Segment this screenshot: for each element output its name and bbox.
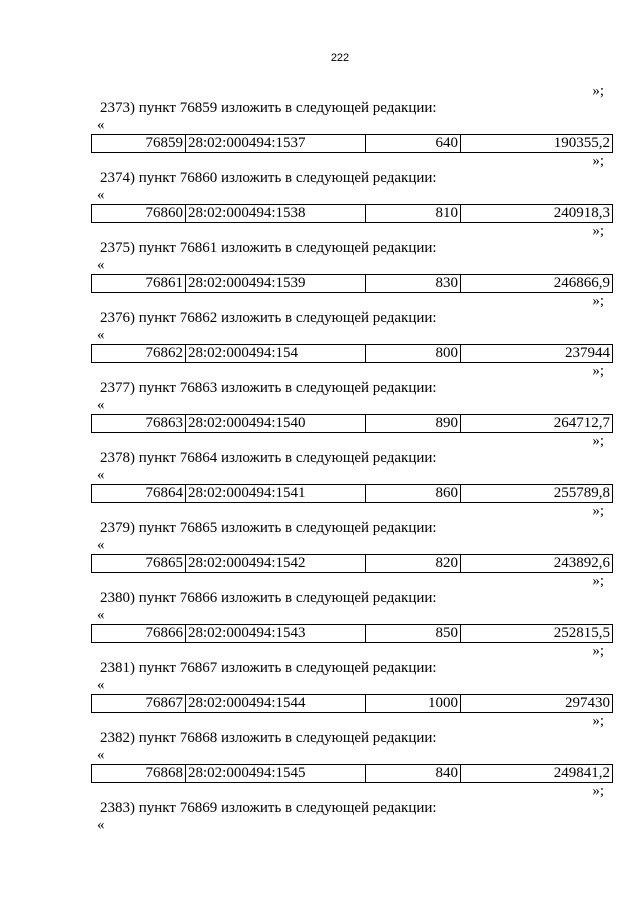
table-row: [92, 765, 613, 783]
value-cell: 190355,2: [461, 135, 613, 153]
amendment-instruction: 2383) пункт 76869 изложить в следующей редакции:: [100, 800, 437, 816]
closing-quote: »;: [592, 573, 604, 589]
area-cell: 640: [366, 135, 461, 153]
value-cell: 240918,3: [461, 205, 613, 223]
value-cell: 237944: [461, 345, 613, 363]
amendment-instruction: 2374) пункт 76860 изложить в следующей редакции:: [100, 170, 437, 186]
table-row: [92, 135, 613, 153]
entry-table: [91, 484, 613, 503]
value-cell: 243892,6: [461, 555, 613, 573]
amendment-instruction: 2382) пункт 76868 изложить в следующей редакции:: [100, 730, 437, 746]
entry-table: [91, 554, 613, 573]
value-cell: 264712,7: [461, 415, 613, 433]
area-cell: 890: [366, 415, 461, 433]
closing-quote: »;: [592, 223, 604, 239]
value-cell: 297430: [461, 695, 613, 713]
opening-quote: «: [97, 397, 105, 413]
cadastral-number-cell: 28:02:000494:1545: [186, 765, 366, 783]
amendment-instruction: 2377) пункт 76863 изложить в следующей редакции:: [100, 380, 437, 396]
entry-table: [91, 274, 613, 293]
opening-quote: «: [97, 257, 105, 273]
item-number-cell: 76860: [92, 205, 186, 223]
amendment-instruction: 2373) пункт 76859 изложить в следующей редакции:: [100, 100, 437, 116]
value-cell: 246866,9: [461, 275, 613, 293]
amendment-instruction: 2381) пункт 76867 изложить в следующей редакции:: [100, 660, 437, 676]
area-cell: 820: [366, 555, 461, 573]
area-cell: 800: [366, 345, 461, 363]
amendment-instruction: 2380) пункт 76866 изложить в следующей редакции:: [100, 590, 437, 606]
item-number-cell: 76861: [92, 275, 186, 293]
table-row: [92, 555, 613, 573]
item-number-cell: 76859: [92, 135, 186, 153]
opening-quote: «: [97, 327, 105, 343]
cadastral-number-cell: 28:02:000494:1539: [186, 275, 366, 293]
item-number-cell: 76863: [92, 415, 186, 433]
closing-quote: »;: [592, 433, 604, 449]
cadastral-number-cell: 28:02:000494:1537: [186, 135, 366, 153]
table-row: [92, 625, 613, 643]
table-row: [92, 345, 613, 363]
cadastral-number-cell: 28:02:000494:1543: [186, 625, 366, 643]
item-number-cell: 76862: [92, 345, 186, 363]
opening-quote: «: [97, 117, 105, 133]
closing-quote: »;: [592, 293, 604, 309]
entry-table: [91, 134, 613, 153]
amendment-instruction: 2376) пункт 76862 изложить в следующей редакции:: [100, 310, 437, 326]
opening-quote: «: [97, 537, 105, 553]
cadastral-number-cell: 28:02:000494:1544: [186, 695, 366, 713]
opening-quote: «: [97, 677, 105, 693]
table-row: [92, 485, 613, 503]
opening-quote: «: [97, 817, 105, 833]
amendment-instruction: 2379) пункт 76865 изложить в следующей редакции:: [100, 520, 437, 536]
amendment-instruction: 2378) пункт 76864 изложить в следующей редакции:: [100, 450, 437, 466]
area-cell: 830: [366, 275, 461, 293]
entry-table: [91, 204, 613, 223]
cadastral-number-cell: 28:02:000494:1542: [186, 555, 366, 573]
closing-quote: »;: [592, 503, 604, 519]
cadastral-number-cell: 28:02:000494:1541: [186, 485, 366, 503]
amendment-instruction: 2375) пункт 76861 изложить в следующей редакции:: [100, 240, 437, 256]
entry-table: [91, 624, 613, 643]
item-number-cell: 76867: [92, 695, 186, 713]
entry-table: [91, 694, 613, 713]
area-cell: 850: [366, 625, 461, 643]
opening-quote: «: [97, 467, 105, 483]
item-number-cell: 76866: [92, 625, 186, 643]
item-number-cell: 76868: [92, 765, 186, 783]
page-number: 222: [330, 52, 350, 64]
area-cell: 810: [366, 205, 461, 223]
cadastral-number-cell: 28:02:000494:1540: [186, 415, 366, 433]
closing-quote: »;: [592, 713, 604, 729]
entry-table: [91, 414, 613, 433]
entry-table: [91, 764, 613, 783]
area-cell: 1000: [366, 695, 461, 713]
opening-quote: «: [97, 747, 105, 763]
value-cell: 252815,5: [461, 625, 613, 643]
area-cell: 860: [366, 485, 461, 503]
item-number-cell: 76865: [92, 555, 186, 573]
area-cell: 840: [366, 765, 461, 783]
table-row: [92, 275, 613, 293]
item-number-cell: 76864: [92, 485, 186, 503]
closing-quote: »;: [592, 643, 604, 659]
value-cell: 249841,2: [461, 765, 613, 783]
value-cell: 255789,8: [461, 485, 613, 503]
table-row: [92, 415, 613, 433]
table-row: [92, 205, 613, 223]
cadastral-number-cell: 28:02:000494:154: [186, 345, 366, 363]
closing-quote: »;: [592, 363, 604, 379]
closing-quote: »;: [592, 83, 604, 99]
closing-quote: »;: [592, 783, 604, 799]
table-row: [92, 695, 613, 713]
opening-quote: «: [97, 607, 105, 623]
opening-quote: «: [97, 187, 105, 203]
entry-table: [91, 344, 613, 363]
closing-quote: »;: [592, 153, 604, 169]
cadastral-number-cell: 28:02:000494:1538: [186, 205, 366, 223]
